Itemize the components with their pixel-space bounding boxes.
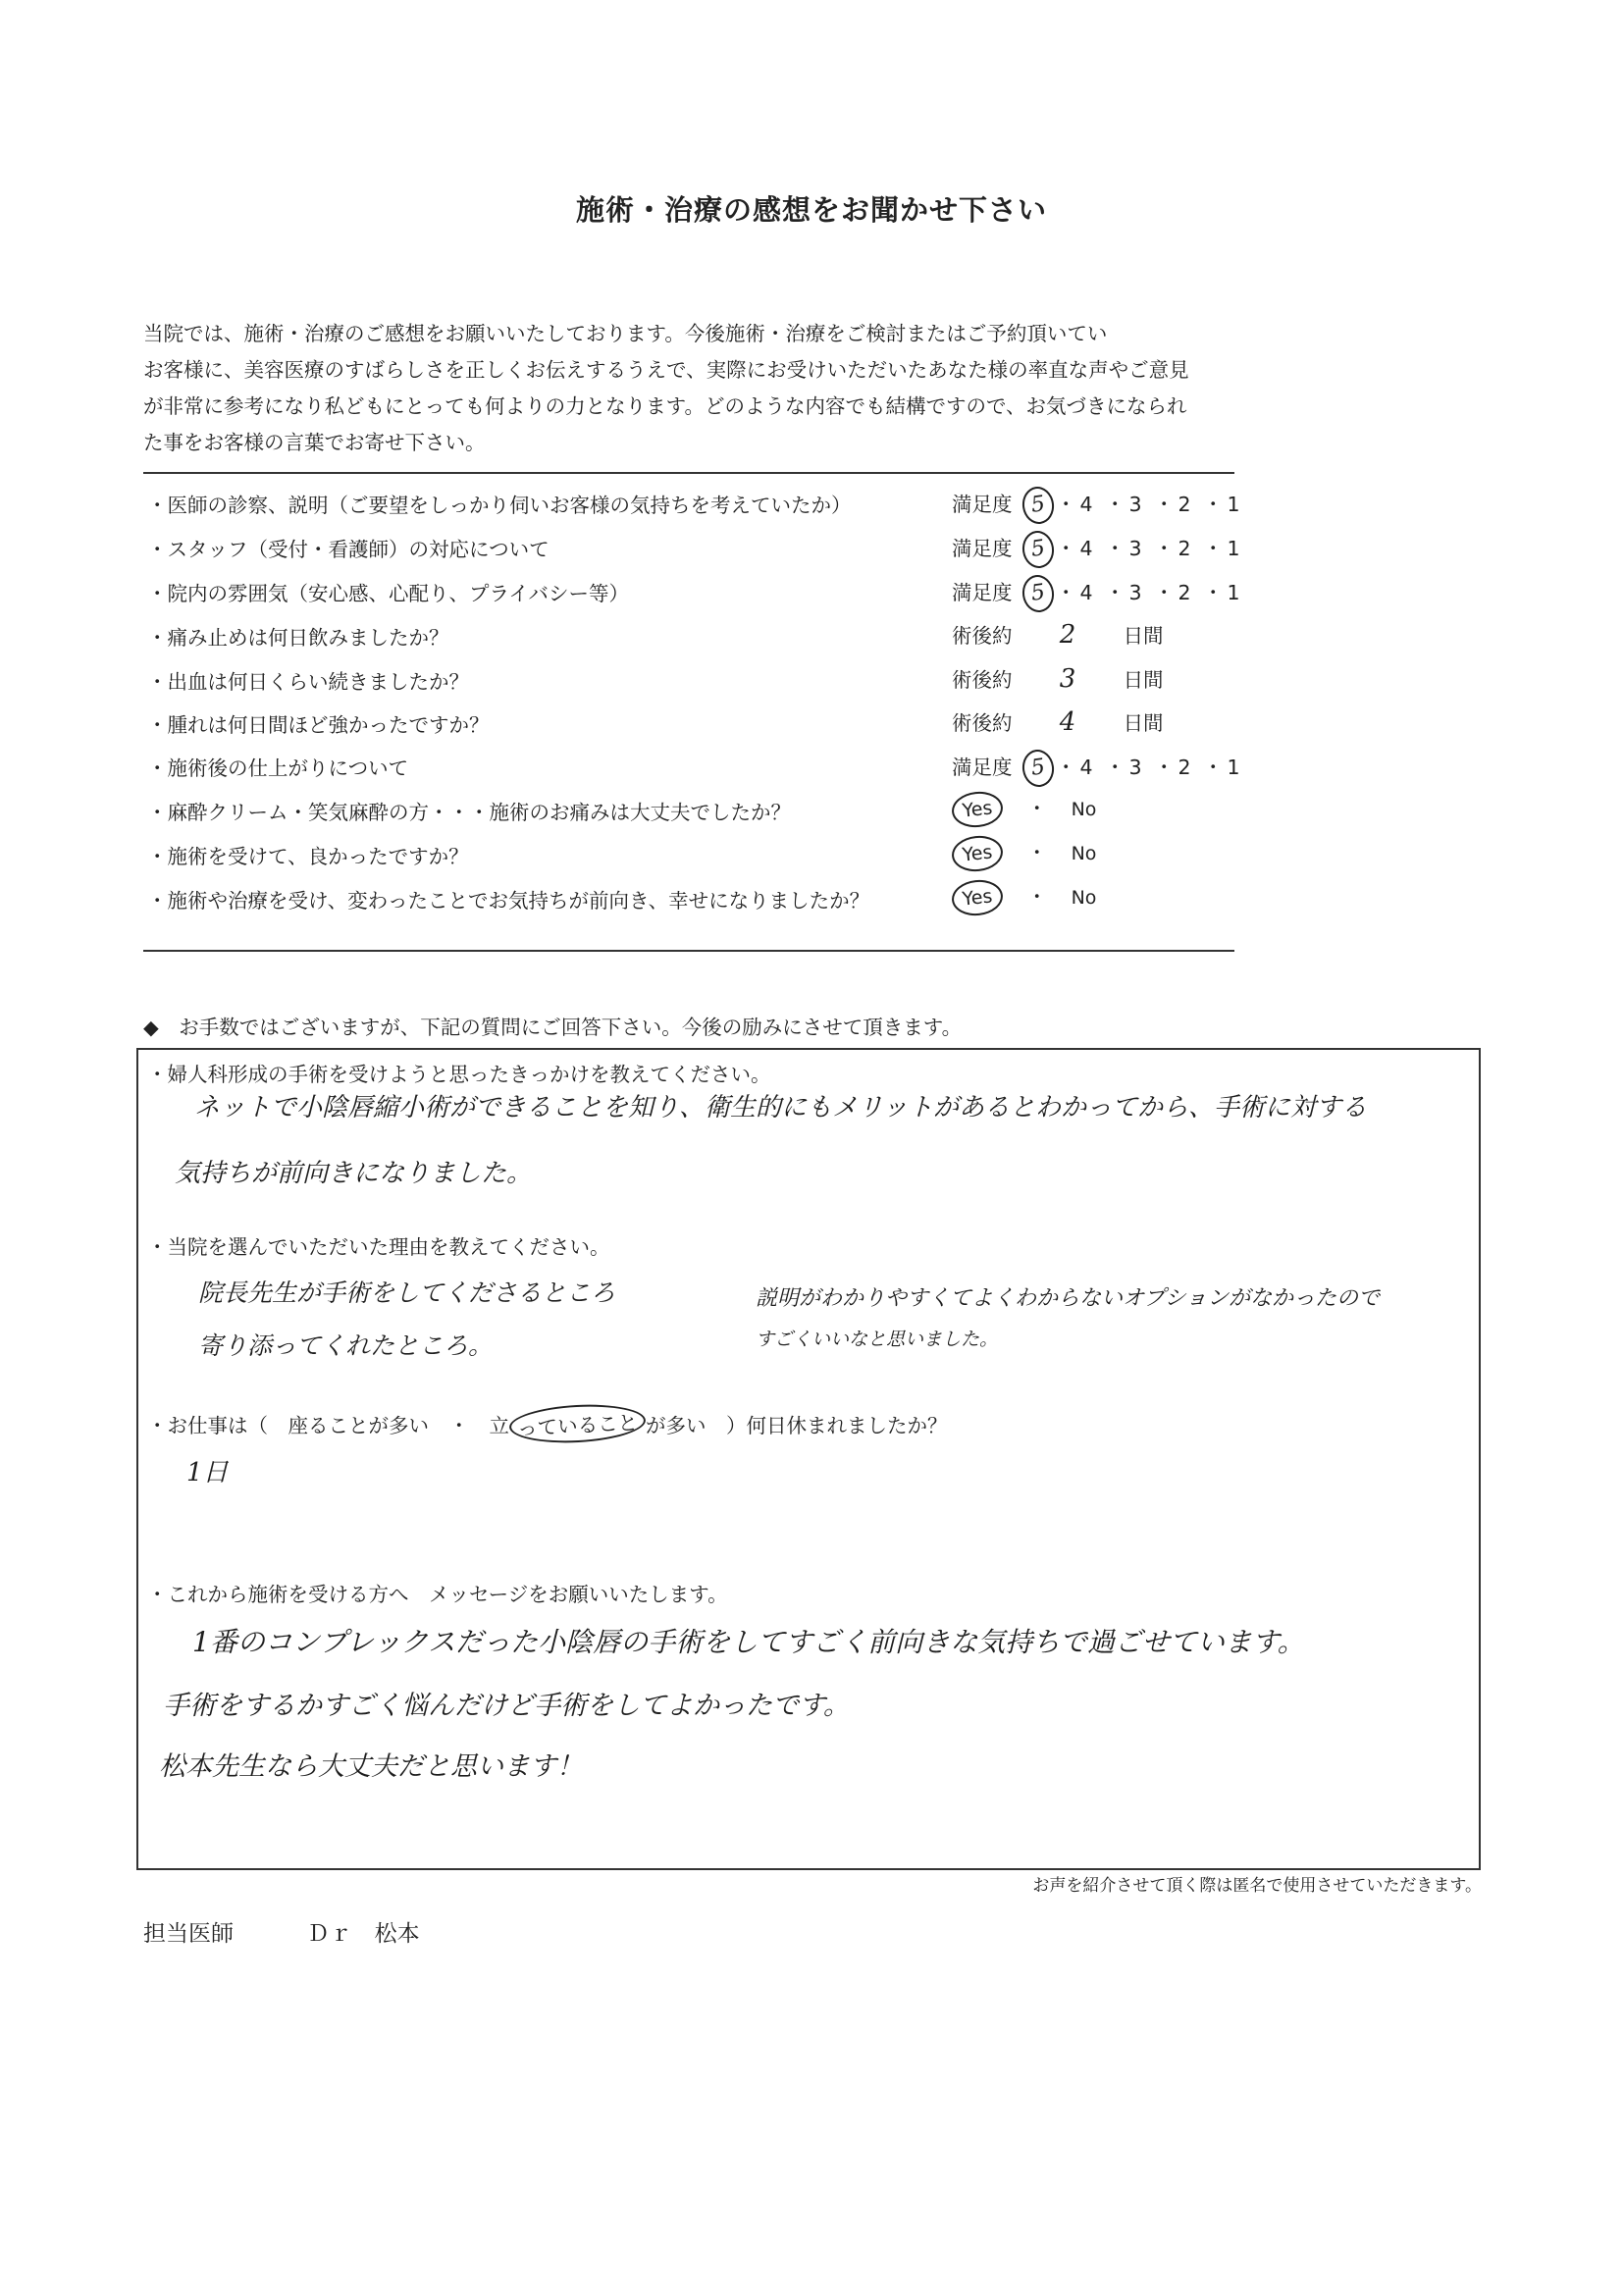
handwritten-answer[interactable]: 説明がわかりやすくてよくわからないオプションがなかったので [756, 1286, 1381, 1311]
rating-option[interactable]: 1 [1227, 493, 1240, 516]
satisfaction-scale[interactable]: 満足度 5 ・ 4 ・ 3 ・ 2 ・ 1 [952, 531, 1252, 568]
scale-prefix: 満足度 [952, 537, 1013, 560]
yes-option-selected[interactable]: Yes [950, 877, 1004, 917]
question-label: ・出血は何日くらい続きましたか？ [147, 670, 469, 694]
rating-option[interactable]: 1 [1227, 756, 1240, 779]
days-suffix: 日間 [1123, 624, 1164, 648]
days-answer[interactable] [952, 706, 1164, 737]
days-answer[interactable] [952, 663, 1164, 694]
days-handwritten[interactable]: 4 [1059, 707, 1076, 737]
selected-rating[interactable]: 5 [1021, 485, 1057, 526]
handwritten-answer[interactable]: すごくいいなと思いました。 [756, 1329, 999, 1350]
separator: ・ [1026, 885, 1048, 909]
handwritten-answer[interactable]: 気持ちが前向きになりました。 [175, 1159, 533, 1188]
rating-option[interactable]: 1 [1227, 537, 1240, 560]
scale-prefix: 満足度 [952, 493, 1013, 516]
rating-option[interactable]: 2 [1178, 756, 1191, 779]
rating-option[interactable]: 1 [1227, 581, 1240, 604]
rating-option[interactable]: 4 [1079, 537, 1093, 560]
question-label: ・院内の雰囲気（安心感、心配り、プライバシー等） [147, 582, 629, 605]
question-label: ・腫れは何日間ほど強かったですか？ [147, 713, 490, 737]
days-prefix: 術後約 [952, 668, 1013, 692]
rating-option[interactable]: 4 [1079, 493, 1093, 516]
satisfaction-scale[interactable]: 満足度 5 ・ 4 ・ 3 ・ 2 ・ 1 [952, 575, 1252, 612]
yes-no-choice[interactable] [952, 836, 1096, 871]
selected-rating[interactable]: 5 [1021, 573, 1057, 614]
scale-prefix: 満足度 [952, 581, 1013, 604]
days-handwritten[interactable]: 2 [1059, 620, 1076, 650]
rating-option[interactable]: 3 [1128, 756, 1142, 779]
intro-line: 当院では、施術・治療のご感想をお願いいたしております。今後施術・治療をご検討またはご予約頂いてい [143, 322, 1108, 345]
rating-option[interactable]: 3 [1128, 493, 1142, 516]
divider-top [143, 472, 1234, 474]
yes-no-choice[interactable] [952, 792, 1096, 827]
free-question-label: ・当院を選んでいただいた理由を教えてください。 [147, 1235, 610, 1259]
question-label: ・麻酔クリーム・笑気麻酔の方・・・施術のお痛みは大丈夫でしたか？ [147, 801, 791, 824]
handwritten-answer[interactable]: 寄り添ってくれたところ。 [198, 1331, 494, 1360]
question-label: ・痛み止めは何日飲みましたか？ [147, 626, 449, 650]
days-handwritten[interactable]: 3 [1059, 664, 1076, 694]
rating-option[interactable]: 2 [1178, 493, 1191, 516]
doctor-name: Ｄｒ 松本 [306, 1921, 420, 1947]
no-option[interactable]: No [1071, 799, 1097, 820]
question-label: ・施術を受けて、良かったですか？ [147, 845, 469, 868]
yes-no-choice[interactable] [952, 880, 1096, 915]
days-suffix: 日間 [1123, 668, 1164, 692]
no-option[interactable]: No [1071, 887, 1097, 909]
handwritten-answer[interactable]: ネットで小陰唇縮小術ができることを知り、衛生的にもメリットがあるとわかってから、手術に対する [194, 1093, 1367, 1122]
scale-prefix: 満足度 [952, 756, 1013, 779]
rating-option[interactable]: 4 [1079, 581, 1093, 604]
free-question-label: ・これから施術を受ける方へ メッセージをお願いいたします。 [147, 1583, 728, 1606]
doctor-label: 担当医師 [143, 1921, 234, 1947]
no-option[interactable]: No [1071, 843, 1097, 864]
yes-option-selected[interactable]: Yes [950, 789, 1004, 829]
work-question [147, 1405, 948, 1442]
rating-option[interactable]: 3 [1128, 581, 1142, 604]
footer-note: お声を紹介させて頂く際は匿名で使用させていただきます。 [1032, 1876, 1482, 1896]
yes-option-selected[interactable]: Yes [950, 833, 1004, 873]
section-heading: ◆ お手数ではございますが、下記の質問にご回答下さい。今後の励みにさせて頂きます。 [143, 1016, 963, 1039]
page-title: 施術・治療の感想をお聞かせ下さい [575, 193, 1047, 227]
rating-option[interactable]: 4 [1079, 756, 1093, 779]
question-label: ・スタッフ（受付・看護師）の対応について [147, 538, 550, 561]
handwritten-answer[interactable]: 院長先生が手術をしてくださるところ [198, 1278, 616, 1307]
rating-option[interactable]: 2 [1178, 537, 1191, 560]
handwritten-answer[interactable]: 1番のコンプレックスだった小陰唇の手術をしてすごく前向きな気持ちで過ごせています。 [192, 1626, 1305, 1658]
intro-line: が非常に参考になり私どもにとっても何よりの力となります。どのような内容でも結構ですので、お気づきになられ [143, 394, 1187, 418]
days-answer[interactable] [952, 619, 1164, 650]
separator: ・ [1026, 797, 1048, 820]
separator: ・ [1026, 841, 1048, 864]
selected-rating[interactable]: 5 [1021, 529, 1057, 570]
intro-line: お客様に、美容医療のすばらしさを正しくお伝えするうえで、実際にお受けいただいたあなた様の率直な声やご意見 [143, 358, 1189, 382]
doctor-line [143, 1915, 420, 1948]
circled-choice[interactable]: っていること [508, 1401, 647, 1445]
handwritten-answer[interactable]: 手術をするかすごく悩んだけど手術をしてよかったです。 [163, 1691, 850, 1721]
divider-bottom [143, 950, 1234, 952]
work-question-post: が多い ）何日休まれましたか？ [646, 1414, 948, 1437]
handwritten-answer[interactable]: 松本先生なら大丈夫だと思います！ [159, 1751, 583, 1782]
rating-option[interactable]: 3 [1128, 537, 1142, 560]
intro-text [143, 316, 1232, 461]
days-prefix: 術後約 [952, 624, 1013, 648]
question-label: ・施術や治療を受け、変わったことでお気持ちが前向き、幸せになりましたか？ [147, 889, 870, 913]
days-prefix: 術後約 [952, 711, 1013, 735]
intro-line: た事をお客様の言葉でお寄せ下さい。 [143, 431, 486, 454]
question-label: ・施術後の仕上がりについて [147, 757, 409, 780]
days-suffix: 日間 [1123, 711, 1164, 735]
question-label: ・医師の診察、説明（ご要望をしっかり伺いお客様の気持ちを考えていたか） [147, 494, 852, 517]
selected-rating[interactable]: 5 [1021, 748, 1057, 789]
satisfaction-scale[interactable]: 満足度 5 ・ 4 ・ 3 ・ 2 ・ 1 [952, 750, 1252, 787]
rating-option[interactable]: 2 [1178, 581, 1191, 604]
work-question-pre: ・お仕事は（ 座ることが多い ・ 立 [147, 1414, 509, 1437]
handwritten-answer[interactable]: 1日 [186, 1458, 229, 1487]
satisfaction-scale[interactable]: 満足度 5 ・ 4 ・ 3 ・ 2 ・ 1 [952, 487, 1252, 524]
free-question-label: ・婦人科形成の手術を受けようと思ったきっかけを教えてください。 [147, 1063, 771, 1086]
